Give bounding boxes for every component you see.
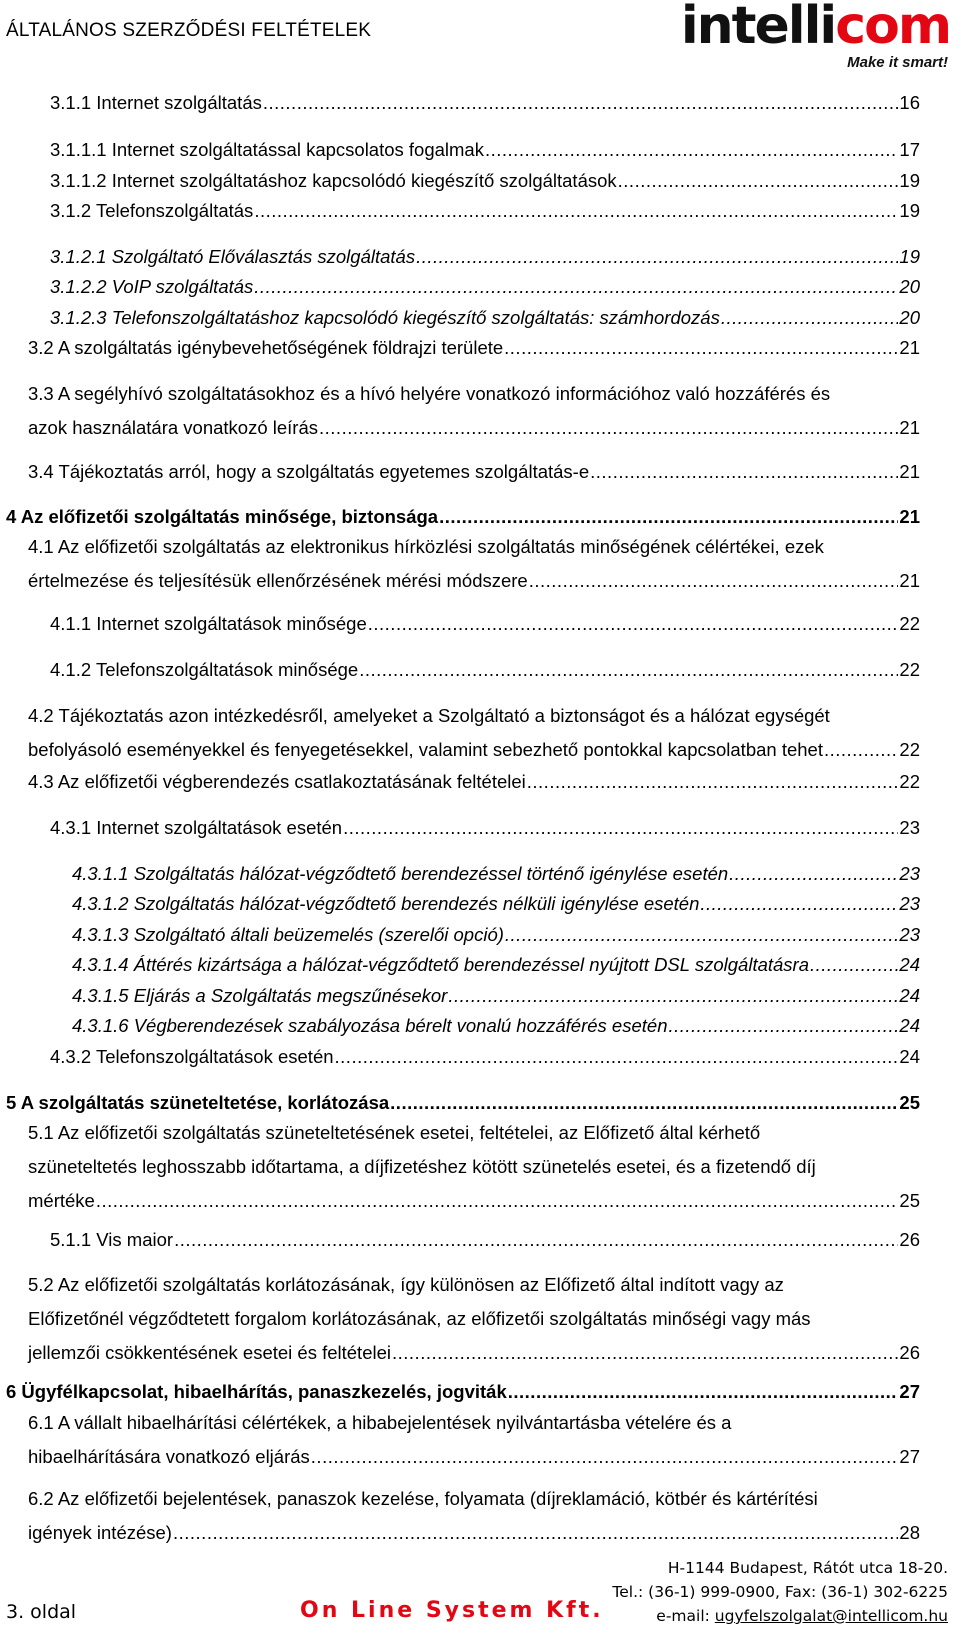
phone-fax: Tel.: (36-1) 999-0900, Fax: (36-1) 302-6225 <box>612 1583 948 1601</box>
toc-entry[interactable]: 3.1.2.1 Szolgáltató Előválasztás szolgáltatás ..... 19 <box>50 240 920 274</box>
toc-entry[interactable]: 4.3.1.6 Végberendezések szabályozása bérelt vonalú hozzáférés esetén ..... 24 <box>72 1009 920 1043</box>
toc-entry[interactable]: 5.1 Az előfizetői szolgáltatás szüneteltetésének esetei, feltételei, az Előfizető által kérhető szüneteltetés leghosszabb időtartama, a díjfizetéshez kötött szünetelés esetei, és a fizetendő díj mértéke ..... 25 <box>28 1116 920 1218</box>
toc-entry[interactable]: 4.2 Tájékoztatás azon intézkedésről, amelyeket a Szolgáltató a biztonságot és a hálózat egységét befolyásoló eseményekkel és fenyegetésekkel, valamint sebezhető pontokkal kapcsolatban tehet ..... 22 <box>28 699 920 767</box>
toc-entry[interactable]: 4.3.1.1 Szolgáltatás hálózat-végződtető berendezéssel történő igénylése esetén ..... 23 <box>72 857 920 891</box>
toc-entry[interactable]: 4.3.1.2 Szolgáltatás hálózat-végződtető berendezés nélküli igénylése esetén ..... 23 <box>72 887 920 921</box>
company-name: On Line System Kft. <box>300 1598 604 1623</box>
toc-entry[interactable]: 3.3 A segélyhívó szolgáltatásokhoz és a hívó helyére vonatkozó információhoz való hozzáférés és azok használatára vonatkozó leírás ..... 21 <box>28 377 920 445</box>
toc-entry[interactable]: 5.2 Az előfizetői szolgáltatás korlátozásának, így különösen az Előfizető által indított vagy az Előfizetőnél végződtetett forgalom korlátozásának, az előfizetői szolgáltatás minőségi vagy más jellemzői csökkentésének esetei és feltételei ..... 26 <box>28 1268 920 1370</box>
toc-entry[interactable]: 4.3.1.3 Szolgáltató általi beüzemelés (szerelői opció) ..... 23 <box>72 918 920 952</box>
toc-entry[interactable]: 3.1.2.2 VoIP szolgáltatás ..... 20 <box>50 270 920 304</box>
address: H-1144 Budapest, Rátót utca 18-20. <box>667 1559 948 1577</box>
email-line: e-mail: ugyfelszolgalat@intellicom.hu <box>656 1607 948 1625</box>
document-header-title: ÁLTALÁNOS SZERZŐDÉSI FELTÉTELEK <box>6 20 372 41</box>
toc-entry[interactable]: 3.2 A szolgáltatás igénybevehetőségének földrajzi területe ..... 21 <box>28 331 920 365</box>
logo-tagline: Make it smart! <box>847 54 948 71</box>
page-number: 3. oldal <box>6 1601 77 1623</box>
toc-entry[interactable]: 6.2 Az előfizetői bejelentések, panaszok kezelése, folyamata (díjreklamáció, kötbér és kártérítési igények intézése) ..... 28 <box>28 1482 920 1550</box>
toc-entry[interactable]: 4.3.1 Internet szolgáltatások esetén ..... 23 <box>50 811 920 845</box>
contact-block <box>612 1556 948 1628</box>
toc-entry[interactable]: 4.3.1.4 Áttérés kizártsága a hálózat-végződtető berendezéssel nyújtott DSL szolgáltatásra ..... 24 <box>72 948 920 982</box>
toc-entry[interactable]: 5.1.1 Vis maior ..... 26 <box>50 1223 920 1257</box>
toc-chapter-entry[interactable]: 5 A szolgáltatás szüneteltetése, korlátozása ..... 25 <box>6 1086 920 1120</box>
toc-entry[interactable]: 6.1 A vállalt hibaelhárítási célértékek, a hibabejelentések nyilvántartásba vételére és a hibaelhárítására vonatkozó eljárás ..... 27 <box>28 1406 920 1474</box>
intellicom-logo <box>680 0 956 74</box>
toc-entry[interactable]: 3.1.1 Internet szolgáltatás ..... 16 <box>50 86 920 120</box>
toc-entry[interactable]: 4.3.1.5 Eljárás a Szolgáltatás megszűnésekor ..... 24 <box>72 979 920 1013</box>
toc-entry[interactable]: 4.1.2 Telefonszolgáltatások minősége ..... 22 <box>50 653 920 687</box>
toc-entry[interactable]: 3.1.1.2 Internet szolgáltatáshoz kapcsolódó kiegészítő szolgáltatások ..... 19 <box>50 164 920 198</box>
toc-chapter-entry[interactable]: 4 Az előfizetői szolgáltatás minősége, biztonsága ..... 21 <box>6 500 920 534</box>
toc-entry[interactable]: 4.3.2 Telefonszolgáltatások esetén ..... 24 <box>50 1040 920 1074</box>
toc-entry[interactable]: 3.1.2 Telefonszolgáltatás ..... 19 <box>50 194 920 228</box>
logo-wordmark: intellicom <box>680 0 950 56</box>
toc-entry[interactable]: 4.3 Az előfizetői végberendezés csatlakoztatásának feltételei ..... 22 <box>28 765 920 799</box>
toc-entry[interactable]: 4.1.1 Internet szolgáltatások minősége ..... 22 <box>50 607 920 641</box>
email-link[interactable]: ugyfelszolgalat@intellicom.hu <box>714 1607 948 1625</box>
toc-chapter-entry[interactable]: 6 Ügyfélkapcsolat, hibaelhárítás, panaszkezelés, jogviták ..... 27 <box>6 1375 920 1409</box>
toc-entry[interactable]: 3.1.2.3 Telefonszolgáltatáshoz kapcsolódó kiegészítő szolgáltatás: számhordozás ..... 20 <box>50 301 920 335</box>
toc-entry[interactable]: 3.4 Tájékoztatás arról, hogy a szolgáltatás egyetemes szolgáltatás-e ..... 21 <box>28 455 920 489</box>
toc-entry[interactable]: 4.1 Az előfizetői szolgáltatás az elektronikus hírközlési szolgáltatás minőségének célértékei, ezek értelmezése és teljesítésük ellenőrzésének mérési módszere ..... 21 <box>28 530 920 598</box>
toc-entry[interactable]: 3.1.1.1 Internet szolgáltatással kapcsolatos fogalmak ..... 17 <box>50 133 920 167</box>
